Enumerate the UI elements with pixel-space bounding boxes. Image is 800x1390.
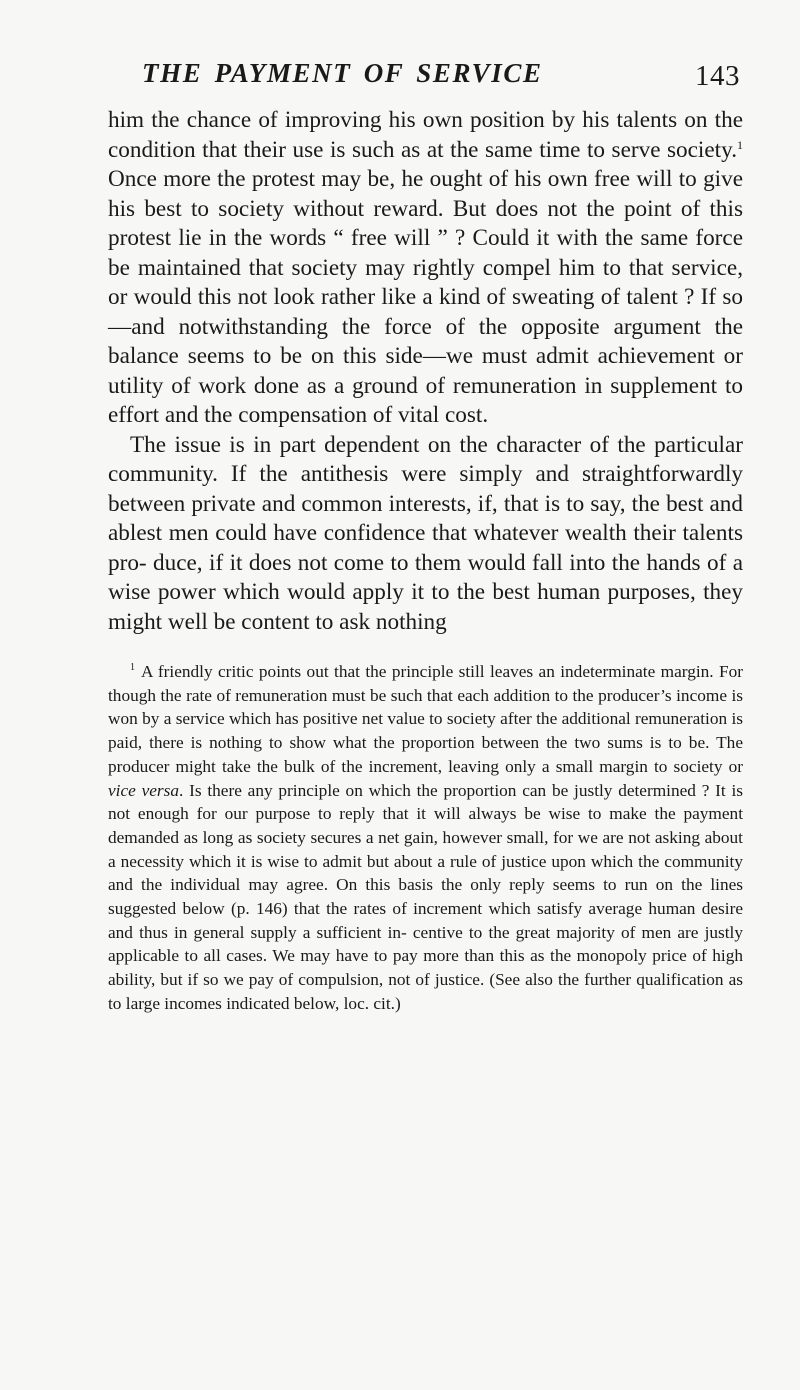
paragraph-2: The issue is in part dependent on the character of the particular community. If the antithesis were simply and straightforwardly between private and common interests, if, that is to say, the best and ablest men could have confidence that whatever wealth their talents pro- duce, if it does not come to them would fall into the hands of a wise power which would apply it to the best human purposes, they might well be content to ask nothing xyxy=(108,431,743,635)
footnote-text-2: . Is there any principle on which the proportion can be justly determined ? It is not enough for our purpose to reply that it will always be wise to make the payment demanded as long as society secures a net gain, however small, for we are not asking about a necessity which it is wise to admit but about a rule of justice upon which the community and the individual may agree. On this basis the only reply seems to run on the lines suggested below (p. 146) that the rates of increment which satisfy average human desire and thus in general supply a sufficient in- centive to the great majority of men are justly applicable to all cases. We may have to pay more than this as the monopoly price of high ability, but if so we pay of compulsion, not of justice. (See also the further qualification as to large incomes indicated below, loc. cit.) xyxy=(108,780,743,1013)
footnote-paragraph xyxy=(108,660,743,1016)
main-text xyxy=(108,106,743,637)
footnote-reference: 1 xyxy=(737,137,743,152)
paragraph-1 xyxy=(108,106,743,431)
chapter-title: THE PAYMENT OF SERVICE xyxy=(142,58,543,88)
paragraph-1-continued: Once more the protest may be, he ought of his own free will to give his best to society without reward. But does not the point of this protest lie in the words “ free will ” ? Could it with the same force be maintained that society may rightly compel him to that service, or would this not look rather like a kind of sweating of talent ? If so—and notwithstanding the force of the opposite argument the balance seems to be on this side—we must admit achievement or utility of work done as a ground of remuneration in supplement to effort and the compensation of vital cost. xyxy=(108,166,743,428)
footnote-vice-versa: vice versa xyxy=(108,780,180,800)
footnote xyxy=(108,660,743,1016)
footnote-text-1: A friendly critic points out that the principle still leaves an indeterminate margin. For though the rate of remuneration must be such that each addition to the producer’s income is won by a service which has positive net value to society after the additional remuneration is paid, there is nothing to show what the proportion between the two sums is to be. The producer might take the bulk of the increment, leaving only a small margin to society or xyxy=(108,662,743,776)
running-head xyxy=(120,58,740,98)
page-number: 143 xyxy=(695,60,740,92)
footnote-marker: 1 xyxy=(130,662,135,673)
paragraph-1-text: him the chance of improving his own position by his talents on the condition that their use is such as at the same time to serve society. xyxy=(108,107,743,163)
